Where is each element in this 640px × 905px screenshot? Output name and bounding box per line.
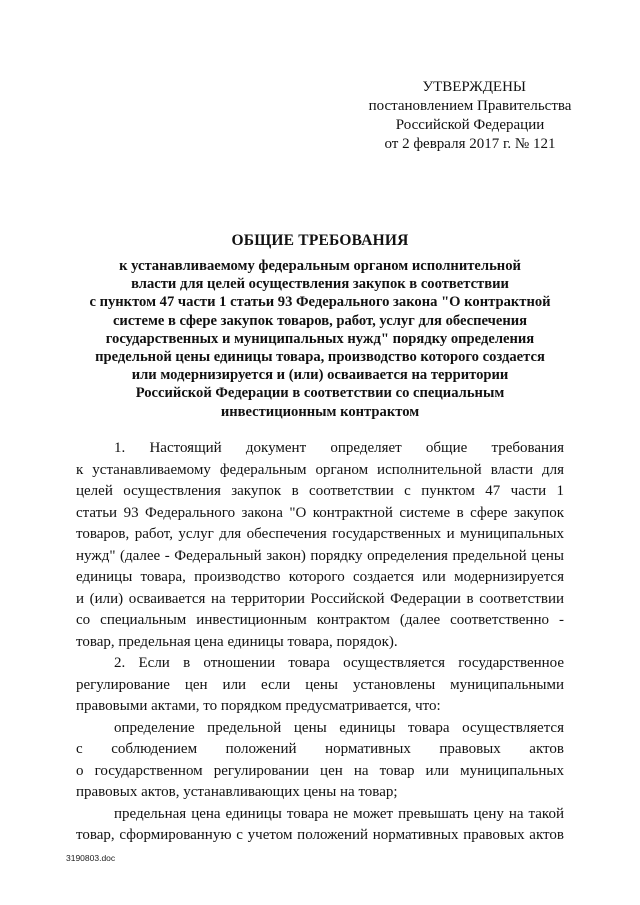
- subtitle-line: инвестиционным контрактом: [220, 403, 420, 420]
- body-line: к устанавливаемому федеральным органом исполнительной власти для: [76, 461, 564, 478]
- subtitle-line: системе в сфере закупок товаров, работ, услуг для обеспечения: [112, 312, 528, 329]
- body-line: товар, предельная цена единицы товара, порядок).: [76, 633, 398, 650]
- body-line: товаров, работ, услуг для обеспечения государственных и муниципальных: [76, 526, 564, 542]
- body-line: нужд" (далее - Федеральный закон) порядку определения предельной цены: [76, 547, 564, 564]
- approval-date-line: от 2 февраля 2017 г. № 121: [384, 136, 556, 152]
- body-line: 2. Если в отношении товара осуществляется государственное: [114, 655, 564, 671]
- approval-title: УТВЕРЖДЕНЫ: [422, 79, 526, 95]
- body-line: со специальным инвестиционным контрактом (далее соответственно -: [76, 612, 564, 628]
- document-heading: ОБЩИЕ ТРЕБОВАНИЯ: [231, 232, 409, 249]
- document-body: [76, 438, 564, 847]
- document-subtitle: [40, 257, 600, 421]
- body-line: целей осуществления закупок в соответствии с пунктом 47 части 1: [76, 483, 564, 499]
- body-line: правовыми актами, то порядком предусматривается, что:: [76, 698, 441, 714]
- body-line: предельная цена единицы товара не может превышать цену на такой: [114, 805, 564, 822]
- approval-block: [330, 78, 610, 154]
- body-line: с соблюдением положений нормативных правовых актов: [76, 741, 564, 757]
- subtitle-line: к устанавливаемому федеральным органом исполнительной: [119, 258, 521, 274]
- body-line: статьи 93 Федерального закона "О контрактной системе в сфере закупок: [76, 504, 564, 521]
- body-line: и (или) осваивается на территории Российской Федерации в соответствии: [76, 590, 564, 607]
- approval-line: постановлением Правительства: [368, 98, 572, 114]
- subtitle-line: государственных и муниципальных нужд" порядку определения: [105, 330, 535, 347]
- body-line: товар, сформированную с учетом положений нормативных правовых актов: [76, 827, 564, 843]
- body-line: единицы товара, производство которого создается или модернизируется: [76, 569, 564, 585]
- subtitle-line: Российской Федерации в соответствии со специальным: [135, 385, 505, 402]
- subtitle-line: власти для целей осуществления закупок в соответствии: [131, 276, 509, 293]
- body-line: регулирование цен или если цены установлены муниципальными: [76, 676, 564, 693]
- subtitle-line: с пунктом 47 части 1 статьи 93 Федерального закона "О контрактной: [89, 294, 551, 311]
- body-line: о государственном регулировании цен на товар или муниципальных: [76, 762, 564, 779]
- subtitle-line: или модернизируется и (или) осваивается на территории: [131, 367, 509, 384]
- body-line: правовых актов, устанавливающих цены на товар;: [76, 784, 398, 800]
- subtitle-line: предельной цены единицы товара, производство которого создается: [95, 349, 545, 366]
- approval-line: Российской Федерации: [395, 117, 545, 133]
- body-line: определение предельной цены единицы товара осуществляется: [114, 719, 564, 736]
- file-name-footer: 3190803.doc: [66, 853, 116, 863]
- body-line: 1. Настоящий документ определяет общие требования: [114, 440, 564, 456]
